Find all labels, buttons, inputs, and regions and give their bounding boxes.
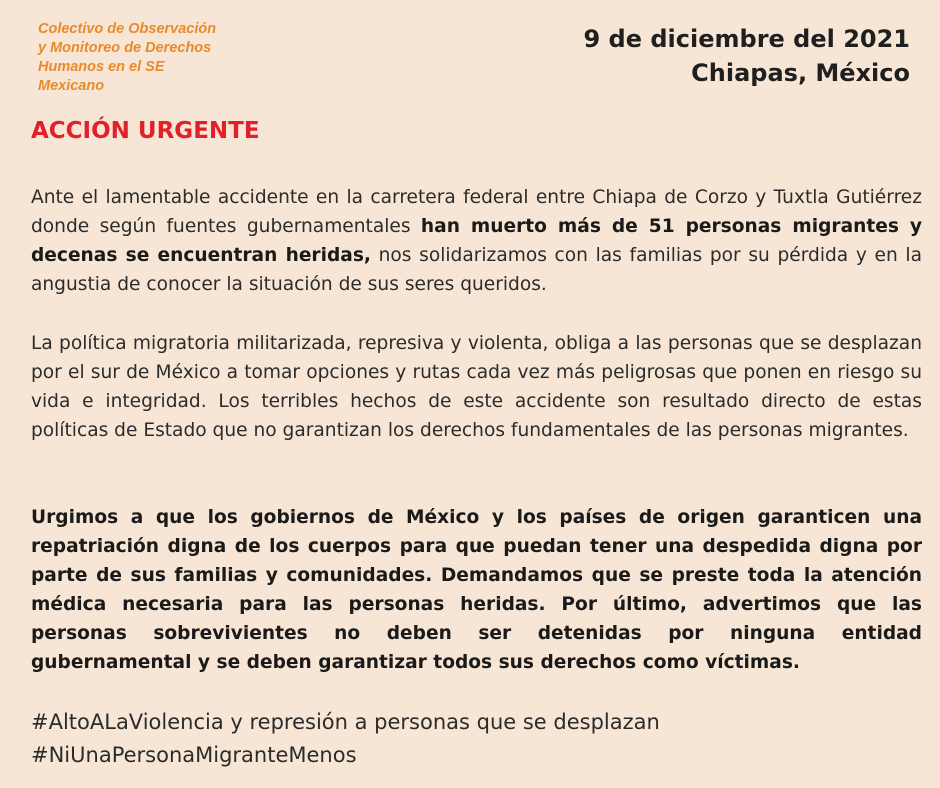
org-line-4: Mexicano [38, 78, 105, 94]
hashtag-line-1: #AltoALaViolencia y represión a personas que se desplazan [31, 710, 660, 734]
org-line-2: y Monitoreo de Derechos [38, 40, 212, 56]
paragraph-accident [31, 183, 922, 299]
paragraph-demands: Urgimos a que los gobiernos de México y los países de origen garanticen una repatriación digna de los cuerpos para que puedan tener una despedida digna por parte de sus familias y comunidades. Demandamos que se preste toda la atención médica necesaria para las personas heridas. Por último, advertimos que las personas sobrevivientes no deben ser detenidas por ninguna entidad gubernamental y se deben garantizar todos sus derechos como víctimas. [31, 507, 922, 673]
hashtags [31, 706, 660, 772]
paragraph-accident-intro: Ante el lamentable accidente en la carretera federal entre Chiapa de Corzo y Tuxtla Gutiérrez donde según fuentes gubernamentales [31, 187, 922, 237]
location: Chiapas, México [691, 59, 910, 87]
paragraph-policy: La política migratoria militarizada, represiva y violenta, obliga a las personas que se desplazan por el sur de México a tomar opciones y rutas cada vez más peligrosas que ponen en riesgo su vida e integridad. Los terribles hechos de este accidente son resultado directo de estas políticas de Estado que no garantizan los derechos fundamentales de las personas migrantes. [31, 333, 922, 441]
paragraph-accident-emphasis: han muerto más de 51 personas migrantes y decenas se encuentran heridas, [31, 216, 922, 266]
paragraph-accident-outro: nos solidarizamos con las familias por su pérdida y en la angustia de conocer la situación de sus seres queridos. [31, 245, 922, 295]
hashtag-line-2: #NiUnaPersonaMigranteMenos [31, 743, 357, 767]
organization-name [38, 20, 258, 96]
date: 9 de diciembre del 2021 [583, 25, 910, 53]
org-line-3: Humanos en el SE [38, 59, 165, 75]
date-location-block [584, 22, 911, 90]
org-line-1: Colectivo de Observación [38, 21, 217, 37]
page-title: ACCIÓN URGENTE [31, 118, 260, 144]
